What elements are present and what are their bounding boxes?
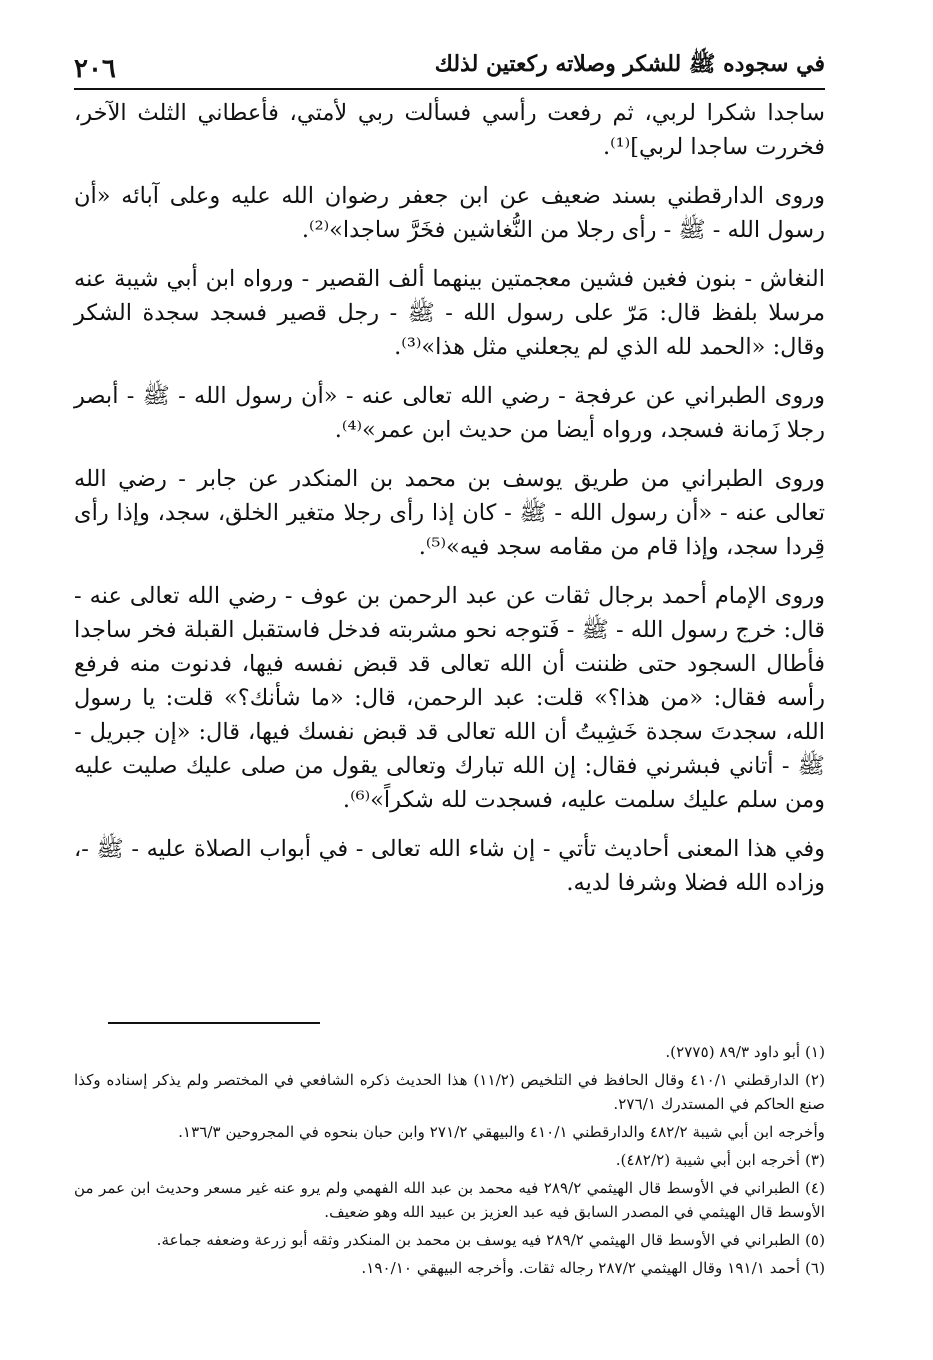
paragraph: وروى الطبراني من طريق يوسف بن محمد بن المنكدر عن جابر - رضي الله تعالى عنه - «أن رسول الله - ﷺ - كان إذا رأى رجلا متغير الخلق، سجد، وإذا رأى قِردا سجد، وإذا قام من مقامه سجد فيه»⁽⁵⁾.	[74, 466, 826, 560]
paragraph: ساجدا شكرا لربي، ثم رفعت رأسي فسألت ربي لأمتي، فأعطاني الثلث الآخر، فخررت ساجدا لربي]⁽¹⁾.	[74, 100, 825, 160]
page-header	[74, 40, 825, 90]
page-number: ٢٠٦	[74, 54, 116, 84]
main-text	[74, 96, 825, 915]
footnote: (١) أبو داود ٨٩/٣ (٢٧٧٥).	[665, 1043, 825, 1061]
running-title: في سجوده ﷺ للشكر وصلاته ركعتين لذلك	[434, 51, 825, 77]
paragraph: النغاش - بنون فغين فشين معجمتين بينهما ألف القصير - ورواه ابن أبي شيبة عنه مرسلا بلفظ قال: مَرّ على رسول الله - ﷺ - رجل قصير فسجد سجدة الشكر وقال: «الحمد لله الذي لم يجعلني مثل هذا»⁽³⁾.	[74, 266, 825, 360]
footnote: (٢) الدارقطني ٤١٠/١ وقال الحافظ في التلخيص (١١/٢) هذا الحديث ذكره الشافعي في المختصر ولم يذكر إسناده وكذا صنع الحاكم في المستدرك ٢٧٦/١.	[74, 1071, 825, 1113]
footnote: (٥) الطبراني في الأوسط قال الهيثمي ٢٨٩/٢ فيه يوسف بن محمد بن المنكدر وثقه أبو زرعة وضعفه جماعة.	[156, 1231, 825, 1249]
footnotes	[74, 1040, 825, 1284]
footnote: (٦) أحمد ١٩١/١ وقال الهيثمي ٢٨٧/٢ رجاله ثقات. وأخرجه البيهقي ١٩٠/١٠.	[361, 1259, 825, 1277]
paragraph: وروى الطبراني عن عرفجة - رضي الله تعالى عنه - «أن رسول الله - ﷺ - أبصر رجلا زَمانة فسجد، ورواه أيضا من حديث ابن عمر»⁽⁴⁾.	[74, 383, 825, 443]
footnote: (٤) الطبراني في الأوسط قال الهيثمي ٢٨٩/٢ فيه محمد بن عبد الله الفهمي ولم يرو عنه غير مسعر وحديث ابن عمر من الأوسط قال الهيثمي في المصدر السابق فيه عبد العزيز بن عبيد الله وهو ضعيف.	[74, 1179, 825, 1221]
paragraph: وروى الدارقطني بسند ضعيف عن ابن جعفر رضوان الله عليه وعلى آبائه «أن رسول الله - ﷺ - رأى رجلا من النُّغاشين فخَرَّ ساجدا»⁽²⁾.	[74, 183, 825, 243]
paragraph: وروى الإمام أحمد برجال ثقات عن عبد الرحمن بن عوف - رضي الله تعالى عنه - قال: خرج رسول الله - ﷺ - فَتوجه نحو مشربته فدخل فاستقبل القبلة فخر ساجدا فأطال السجود حتى ظننت أن الله تعالى قد قبض نفسه فيها، فدنوت منه فرفع رأسه فقال: «من هذا؟» قلت: عبد الرحمن، قال: «ما شأنك؟» قلت: يا رسول الله، سجدتَ سجدة خَشِيتُ أن الله تعالى قد قبض نفسك فيها، قال: «إن جبريل - ﷺ - أتاني فبشرني فقال: إن الله تبارك وتعالى يقول من صلى عليك صليت عليه ومن سلم عليك سلمت عليه، فسجدت لله شكراً»⁽⁶⁾.	[74, 583, 825, 813]
paragraph: وفي هذا المعنى أحاديث تأتي - إن شاء الله تعالى - في أبواب الصلاة عليه - ﷺ -، وزاده الله فضلا وشرفا لديه.	[74, 836, 825, 896]
footnote: (٣) أخرجه ابن أبي شيبة (٤٨٢/٢).	[615, 1151, 825, 1169]
footnote-separator	[108, 1022, 320, 1024]
footnote: وأخرجه ابن أبي شيبة ٤٨٢/٢ والدارقطني ٤١٠/١ والبيهقي ٢٧١/٢ وابن حبان بنحوه في المجروحين ١٣٦/٣.	[178, 1123, 825, 1141]
